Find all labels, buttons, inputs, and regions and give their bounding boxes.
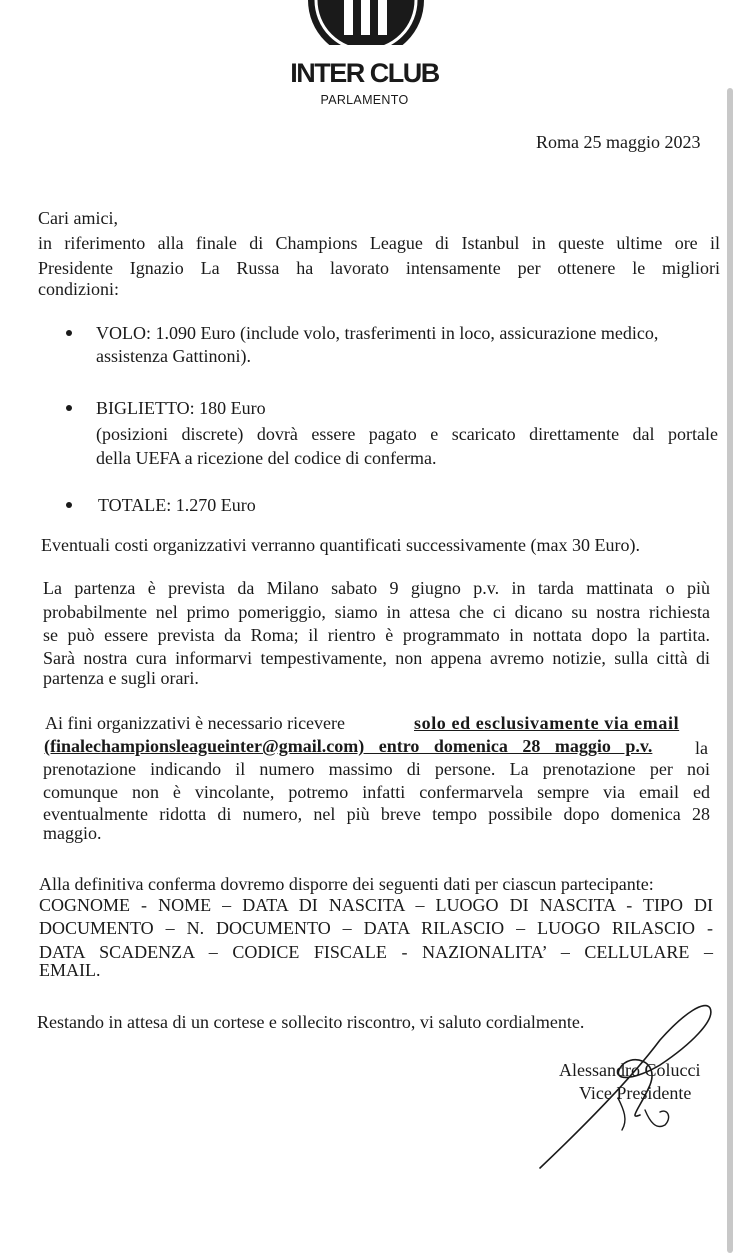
departure-line: La partenza è prevista da Milano sabato 9 giugno p.v. in tarda mattinata o più bbox=[43, 578, 710, 598]
departure-line: probabilmente nel primo pomeriggio, siamo in attesa che ci dicano su nostra richiesta bbox=[43, 602, 710, 622]
intro-line: condizioni: bbox=[38, 279, 119, 299]
signatory-role: Vice Presidente bbox=[579, 1083, 692, 1103]
required-fields: DATA SCADENZA – CODICE FISCALE - NAZIONALITA’ – CELLULARE – bbox=[39, 942, 713, 962]
required-fields: COGNOME - NOME – DATA DI NASCITA – LUOGO DI NASCITA - TIPO DI bbox=[39, 895, 713, 915]
departure-line: Sarà nostra cura informarvi tempestivamente, non appena avremo notizie, sulla città di bbox=[43, 648, 710, 668]
booking-intro: Ai fini organizzativi è necessario ricevere bbox=[45, 713, 346, 733]
date-line: Roma 25 maggio 2023 bbox=[536, 132, 701, 152]
signatory-name: Alessandro Colucci bbox=[559, 1060, 701, 1080]
booking-text: maggio. bbox=[43, 823, 102, 843]
booking-email-deadline: (finalechampionsleagueinter@gmail.com) entro domenica 28 maggio p.v. bbox=[44, 736, 653, 756]
club-subtitle: PARLAMENTO bbox=[320, 93, 409, 107]
bullet-biglietto-cont: (posizioni discrete) dovrà essere pagato e scaricato direttamente dal portale bbox=[96, 424, 718, 444]
booking-email-only: solo ed esclusivamente via email bbox=[414, 713, 680, 733]
booking-text: la bbox=[695, 738, 708, 758]
booking-text: prenotazione indicando il numero massimo di persone. La prenotazione per noi bbox=[43, 759, 710, 779]
intro-line: Presidente Ignazio La Russa ha lavorato intensamente per ottenere le migliori bbox=[38, 258, 720, 278]
bullet-volo-cont: assistenza Gattinoni). bbox=[96, 346, 251, 366]
bullet-biglietto-cont: della UEFA a ricezione del codice di conferma. bbox=[96, 448, 437, 468]
bullet-totale: TOTALE: 1.270 Euro bbox=[98, 495, 256, 515]
booking-text: eventualmente ridotta di numero, nel più breve tempo possibile dopo domenica 28 bbox=[43, 804, 710, 824]
closing-line: Restando in attesa di un cortese e sollecito riscontro, vi saluto cordialmente. bbox=[37, 1012, 585, 1032]
departure-line: se può essere prevista da Roma; il rientro è programmato in nottata dopo la partita. bbox=[43, 625, 710, 645]
club-name: INTER CLUB bbox=[290, 58, 439, 88]
costs-note: Eventuali costi organizzativi verranno quantificati successivamente (max 30 Euro). bbox=[41, 535, 640, 555]
booking-text: comunque non è vincolante, potremo infatti confermarvela sempre via email ed bbox=[43, 782, 710, 802]
intro-line: in riferimento alla finale di Champions League di Istanbul in queste ultime ore il bbox=[38, 233, 720, 253]
greeting: Cari amici, bbox=[38, 208, 118, 228]
required-fields: DOCUMENTO – N. DOCUMENTO – DATA RILASCIO – LUOGO RILASCIO - bbox=[39, 918, 713, 938]
required-intro: Alla definitiva conferma dovremo disporre dei seguenti dati per ciascun partecipante: bbox=[39, 874, 654, 894]
departure-line: partenza e sugli orari. bbox=[43, 668, 199, 688]
bullet-volo: VOLO: 1.090 Euro (include volo, trasferimenti in loco, assicurazione medico, bbox=[96, 323, 659, 343]
bullet-biglietto: BIGLIETTO: 180 Euro bbox=[96, 398, 266, 418]
required-fields: EMAIL. bbox=[39, 960, 101, 980]
